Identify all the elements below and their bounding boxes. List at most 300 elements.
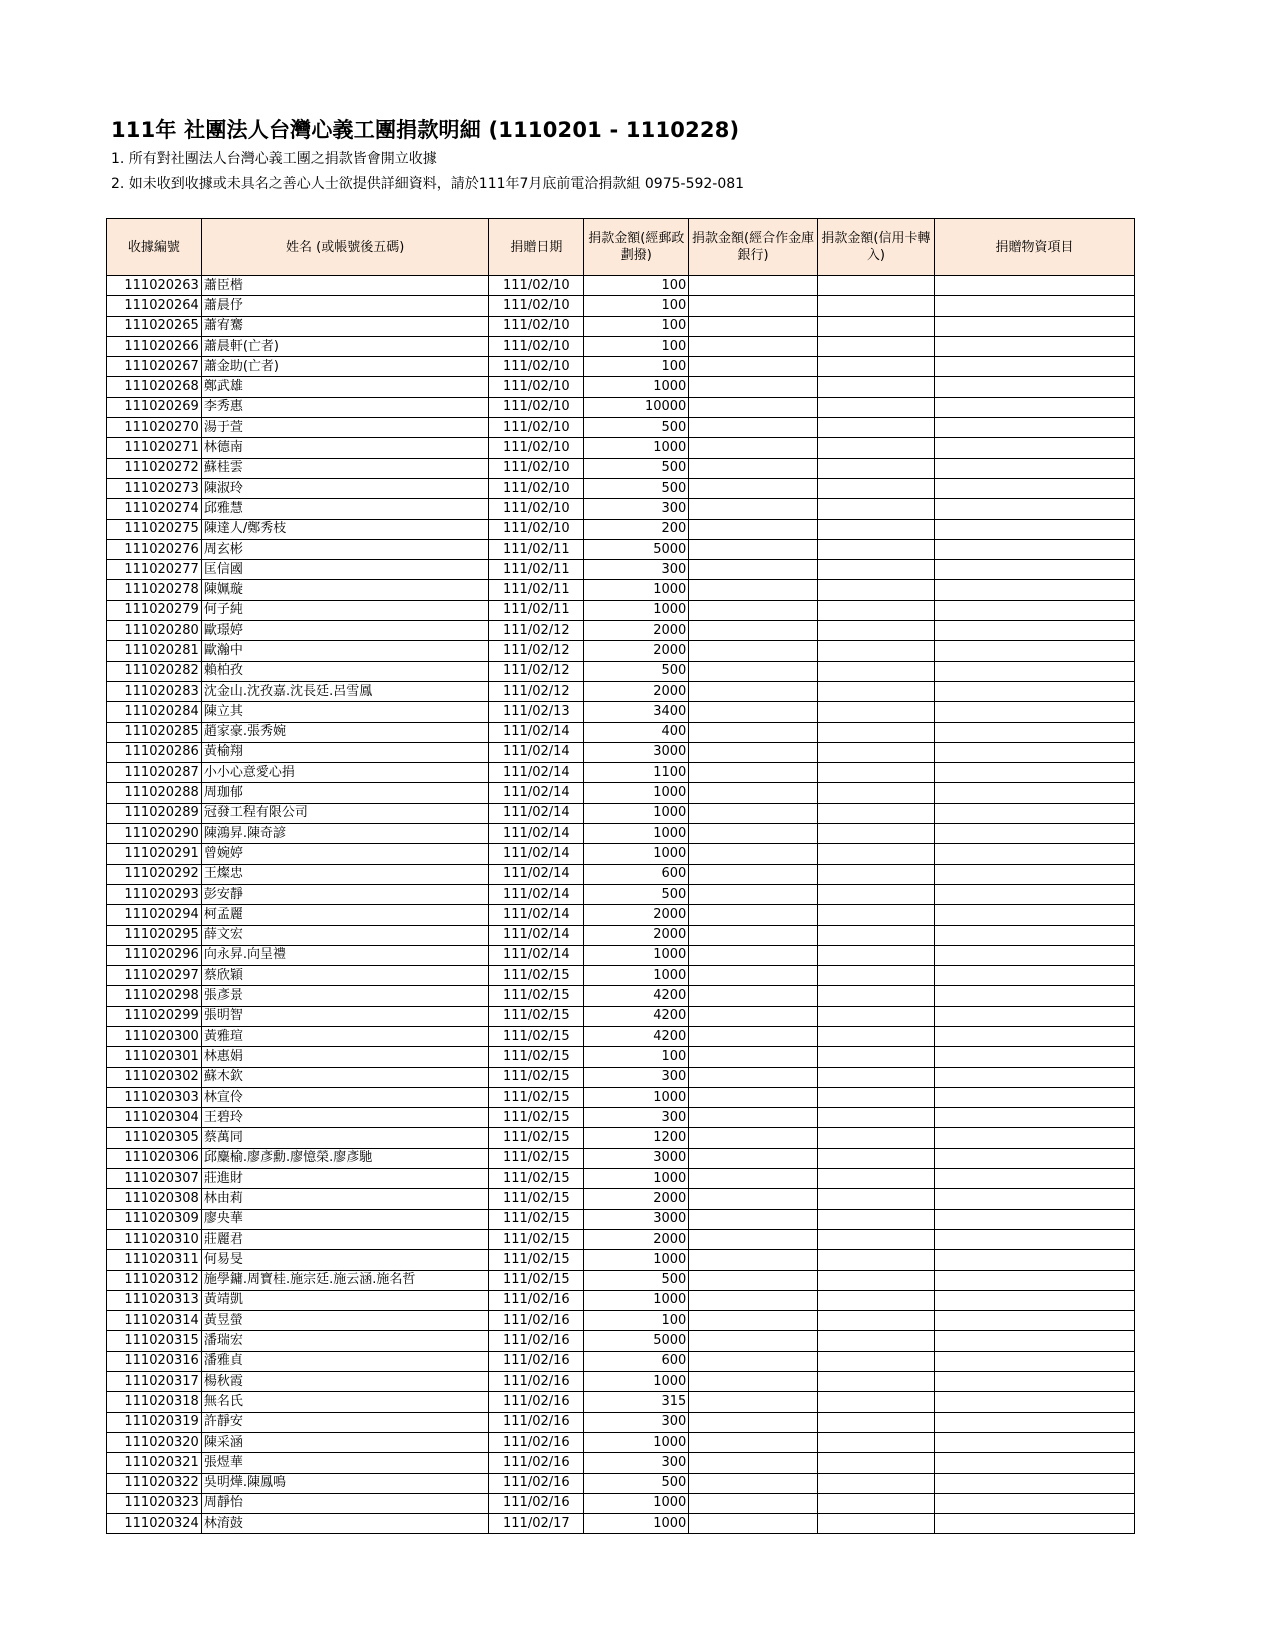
amount-credit-card-cell	[817, 478, 934, 498]
amount-postal-cell: 1000	[584, 1087, 689, 1107]
donor-name-cell: 向永昇.向呈禮	[201, 945, 489, 965]
amount-credit-card-cell	[817, 276, 934, 296]
amount-credit-card-cell	[817, 925, 934, 945]
receipt-number-cell: 111020282	[107, 661, 202, 681]
amount-postal-cell: 500	[584, 458, 689, 478]
donated-items-cell	[935, 905, 1135, 925]
amount-bank-cell	[689, 621, 818, 641]
donation-date-cell: 111/02/10	[489, 377, 584, 397]
table-header-row	[107, 219, 1135, 276]
receipt-number-cell: 111020311	[107, 1250, 202, 1270]
receipt-number-cell: 111020280	[107, 621, 202, 641]
receipt-number-cell: 111020276	[107, 539, 202, 559]
amount-bank-cell	[689, 336, 818, 356]
table-row	[107, 1148, 1135, 1168]
amount-postal-cell: 500	[584, 661, 689, 681]
donated-items-cell	[935, 824, 1135, 844]
table-row	[107, 1128, 1135, 1148]
amount-bank-cell	[689, 1270, 818, 1290]
donation-date-cell: 111/02/16	[489, 1453, 584, 1473]
donated-items-cell	[935, 1290, 1135, 1310]
table-row	[107, 1087, 1135, 1107]
amount-bank-cell	[689, 1514, 818, 1534]
amount-credit-card-cell	[817, 397, 934, 417]
receipt-number-cell: 111020321	[107, 1453, 202, 1473]
donation-date-cell: 111/02/15	[489, 1148, 584, 1168]
table-row	[107, 925, 1135, 945]
donation-date-cell: 111/02/15	[489, 1270, 584, 1290]
donation-date-cell: 111/02/14	[489, 864, 584, 884]
page-title: 111年 社團法人台灣心義工團捐款明細 (1110201 - 1110228)	[111, 118, 740, 142]
receipt-number-cell: 111020302	[107, 1067, 202, 1087]
donation-date-cell: 111/02/14	[489, 925, 584, 945]
table-row	[107, 1209, 1135, 1229]
donated-items-cell	[935, 844, 1135, 864]
amount-postal-cell: 3400	[584, 702, 689, 722]
table-row	[107, 783, 1135, 803]
amount-credit-card-cell	[817, 1270, 934, 1290]
donor-name-cell: 柯孟麗	[201, 905, 489, 925]
table-row	[107, 1290, 1135, 1310]
donated-items-cell	[935, 316, 1135, 336]
amount-postal-cell: 4200	[584, 986, 689, 1006]
donor-name-cell: 蘇桂雲	[201, 458, 489, 478]
receipt-number-cell: 111020278	[107, 580, 202, 600]
receipt-number-cell: 111020284	[107, 702, 202, 722]
amount-bank-cell	[689, 661, 818, 681]
donation-date-cell: 111/02/10	[489, 276, 584, 296]
amount-credit-card-cell	[817, 357, 934, 377]
amount-bank-cell	[689, 884, 818, 904]
donor-name-cell: 邱雅慧	[201, 499, 489, 519]
donor-name-cell: 薛文宏	[201, 925, 489, 945]
donation-date-cell: 111/02/16	[489, 1372, 584, 1392]
receipt-number-cell: 111020306	[107, 1148, 202, 1168]
donated-items-cell	[935, 1412, 1135, 1432]
receipt-number-cell: 111020294	[107, 905, 202, 925]
donor-name-cell: 張煜華	[201, 1453, 489, 1473]
header-donation-date: 捐贈日期	[489, 219, 584, 276]
donor-name-cell: 王燦忠	[201, 864, 489, 884]
table-row	[107, 844, 1135, 864]
donated-items-cell	[935, 1067, 1135, 1087]
receipt-number-cell: 111020277	[107, 560, 202, 580]
receipt-number-cell: 111020296	[107, 945, 202, 965]
amount-bank-cell	[689, 986, 818, 1006]
amount-bank-cell	[689, 763, 818, 783]
table-row	[107, 621, 1135, 641]
receipt-number-cell: 111020263	[107, 276, 202, 296]
donated-items-cell	[935, 864, 1135, 884]
donor-name-cell: 陳立其	[201, 702, 489, 722]
amount-bank-cell	[689, 1412, 818, 1432]
donor-name-cell: 陳采涵	[201, 1432, 489, 1452]
receipt-number-cell: 111020279	[107, 600, 202, 620]
donated-items-cell	[935, 1514, 1135, 1534]
table-row	[107, 905, 1135, 925]
table-row	[107, 681, 1135, 701]
amount-bank-cell	[689, 296, 818, 316]
table-row	[107, 742, 1135, 762]
amount-postal-cell: 2000	[584, 681, 689, 701]
amount-credit-card-cell	[817, 296, 934, 316]
amount-credit-card-cell	[817, 1250, 934, 1270]
amount-postal-cell: 300	[584, 1108, 689, 1128]
table-row	[107, 1250, 1135, 1270]
donated-items-cell	[935, 539, 1135, 559]
table-row	[107, 864, 1135, 884]
donated-items-cell	[935, 925, 1135, 945]
note-receipt: 1. 所有對社團法人台灣心義工團之捐款皆會開立收據	[111, 151, 437, 167]
table-row	[107, 499, 1135, 519]
donation-date-cell: 111/02/10	[489, 397, 584, 417]
amount-bank-cell	[689, 1026, 818, 1046]
amount-bank-cell	[689, 438, 818, 458]
amount-credit-card-cell	[817, 1067, 934, 1087]
receipt-number-cell: 111020264	[107, 296, 202, 316]
donor-name-cell: 蕭晨伃	[201, 296, 489, 316]
receipt-number-cell: 111020283	[107, 681, 202, 701]
donated-items-cell	[935, 986, 1135, 1006]
donation-date-cell: 111/02/14	[489, 945, 584, 965]
amount-postal-cell: 3000	[584, 742, 689, 762]
table-row	[107, 1006, 1135, 1026]
amount-postal-cell: 2000	[584, 1229, 689, 1249]
amount-bank-cell	[689, 1108, 818, 1128]
amount-credit-card-cell	[817, 1311, 934, 1331]
donor-name-cell: 林德南	[201, 438, 489, 458]
amount-credit-card-cell	[817, 641, 934, 661]
amount-bank-cell	[689, 1331, 818, 1351]
amount-credit-card-cell	[817, 1189, 934, 1209]
amount-bank-cell	[689, 945, 818, 965]
amount-postal-cell: 315	[584, 1392, 689, 1412]
donation-table	[106, 218, 1135, 1534]
table-row	[107, 722, 1135, 742]
table-row	[107, 296, 1135, 316]
table-row	[107, 986, 1135, 1006]
amount-credit-card-cell	[817, 1169, 934, 1189]
donated-items-cell	[935, 1128, 1135, 1148]
donation-date-cell: 111/02/14	[489, 803, 584, 823]
donation-date-cell: 111/02/11	[489, 560, 584, 580]
header-amount-credit-card: 捐款金額(信用卡轉入)	[817, 219, 934, 276]
amount-bank-cell	[689, 1392, 818, 1412]
amount-postal-cell: 2000	[584, 905, 689, 925]
donor-name-cell: 蕭金助(亡者)	[201, 357, 489, 377]
table-row	[107, 336, 1135, 356]
amount-bank-cell	[689, 1047, 818, 1067]
donor-name-cell: 陳淑玲	[201, 478, 489, 498]
donated-items-cell	[935, 600, 1135, 620]
amount-credit-card-cell	[817, 1514, 934, 1534]
amount-credit-card-cell	[817, 1493, 934, 1513]
donor-name-cell: 楊秋霞	[201, 1372, 489, 1392]
table-row	[107, 945, 1135, 965]
donor-name-cell: 廖央華	[201, 1209, 489, 1229]
donor-name-cell: 賴柏孜	[201, 661, 489, 681]
donation-date-cell: 111/02/11	[489, 600, 584, 620]
amount-bank-cell	[689, 1473, 818, 1493]
amount-credit-card-cell	[817, 945, 934, 965]
table-row	[107, 1453, 1135, 1473]
amount-postal-cell: 5000	[584, 539, 689, 559]
amount-credit-card-cell	[817, 905, 934, 925]
donated-items-cell	[935, 1372, 1135, 1392]
donation-date-cell: 111/02/15	[489, 1250, 584, 1270]
amount-bank-cell	[689, 397, 818, 417]
receipt-number-cell: 111020286	[107, 742, 202, 762]
receipt-number-cell: 111020316	[107, 1351, 202, 1371]
amount-bank-cell	[689, 1250, 818, 1270]
amount-credit-card-cell	[817, 1473, 934, 1493]
amount-postal-cell: 100	[584, 316, 689, 336]
amount-postal-cell: 200	[584, 519, 689, 539]
amount-postal-cell: 500	[584, 418, 689, 438]
donor-name-cell: 蔡欣穎	[201, 966, 489, 986]
amount-postal-cell: 4200	[584, 1026, 689, 1046]
amount-bank-cell	[689, 560, 818, 580]
donated-items-cell	[935, 702, 1135, 722]
donor-name-cell: 黃靖凱	[201, 1290, 489, 1310]
amount-postal-cell: 400	[584, 722, 689, 742]
receipt-number-cell: 111020313	[107, 1290, 202, 1310]
receipt-number-cell: 111020312	[107, 1270, 202, 1290]
amount-credit-card-cell	[817, 1412, 934, 1432]
table-row	[107, 1351, 1135, 1371]
donor-name-cell: 張彥景	[201, 986, 489, 1006]
donor-name-cell: 何子純	[201, 600, 489, 620]
amount-credit-card-cell	[817, 986, 934, 1006]
donated-items-cell	[935, 1209, 1135, 1229]
receipt-number-cell: 111020297	[107, 966, 202, 986]
donation-date-cell: 111/02/13	[489, 702, 584, 722]
donated-items-cell	[935, 1189, 1135, 1209]
amount-postal-cell: 10000	[584, 397, 689, 417]
donation-date-cell: 111/02/14	[489, 844, 584, 864]
amount-postal-cell: 100	[584, 336, 689, 356]
donor-name-cell: 周玄彬	[201, 539, 489, 559]
amount-bank-cell	[689, 539, 818, 559]
receipt-number-cell: 111020273	[107, 478, 202, 498]
receipt-number-cell: 111020288	[107, 783, 202, 803]
receipt-number-cell: 111020285	[107, 722, 202, 742]
donor-name-cell: 彭安靜	[201, 884, 489, 904]
amount-bank-cell	[689, 966, 818, 986]
table-row	[107, 316, 1135, 336]
amount-credit-card-cell	[817, 966, 934, 986]
table-row	[107, 1047, 1135, 1067]
donor-name-cell: 黃榆翔	[201, 742, 489, 762]
donor-name-cell: 蕭臣楷	[201, 276, 489, 296]
table-row	[107, 884, 1135, 904]
donation-date-cell: 111/02/16	[489, 1290, 584, 1310]
table-body	[107, 276, 1135, 1534]
amount-postal-cell: 3000	[584, 1209, 689, 1229]
donation-date-cell: 111/02/12	[489, 661, 584, 681]
donated-items-cell	[935, 580, 1135, 600]
donor-name-cell: 林惠娟	[201, 1047, 489, 1067]
amount-credit-card-cell	[817, 722, 934, 742]
donation-date-cell: 111/02/10	[489, 336, 584, 356]
receipt-number-cell: 111020319	[107, 1412, 202, 1432]
amount-credit-card-cell	[817, 661, 934, 681]
amount-bank-cell	[689, 1209, 818, 1229]
amount-postal-cell: 4200	[584, 1006, 689, 1026]
donation-date-cell: 111/02/15	[489, 966, 584, 986]
donor-name-cell: 趙家豪.張秀婉	[201, 722, 489, 742]
table-row	[107, 1169, 1135, 1189]
amount-postal-cell: 1000	[584, 844, 689, 864]
amount-postal-cell: 1000	[584, 1432, 689, 1452]
donated-items-cell	[935, 945, 1135, 965]
donated-items-cell	[935, 1432, 1135, 1452]
amount-bank-cell	[689, 824, 818, 844]
amount-bank-cell	[689, 519, 818, 539]
receipt-number-cell: 111020270	[107, 418, 202, 438]
amount-postal-cell: 1000	[584, 1290, 689, 1310]
donated-items-cell	[935, 661, 1135, 681]
receipt-number-cell: 111020291	[107, 844, 202, 864]
amount-postal-cell: 1000	[584, 783, 689, 803]
amount-bank-cell	[689, 458, 818, 478]
donated-items-cell	[935, 884, 1135, 904]
donation-date-cell: 111/02/10	[489, 519, 584, 539]
receipt-number-cell: 111020300	[107, 1026, 202, 1046]
amount-credit-card-cell	[817, 803, 934, 823]
amount-bank-cell	[689, 803, 818, 823]
receipt-number-cell: 111020323	[107, 1493, 202, 1513]
amount-credit-card-cell	[817, 1006, 934, 1026]
table-row	[107, 1189, 1135, 1209]
donation-date-cell: 111/02/17	[489, 1514, 584, 1534]
amount-credit-card-cell	[817, 316, 934, 336]
table-row	[107, 1493, 1135, 1513]
donation-date-cell: 111/02/15	[489, 1108, 584, 1128]
amount-postal-cell: 5000	[584, 1331, 689, 1351]
amount-postal-cell: 2000	[584, 621, 689, 641]
amount-bank-cell	[689, 864, 818, 884]
amount-credit-card-cell	[817, 1229, 934, 1249]
donated-items-cell	[935, 276, 1135, 296]
donor-name-cell: 莊進財	[201, 1169, 489, 1189]
amount-credit-card-cell	[817, 702, 934, 722]
table-row	[107, 377, 1135, 397]
receipt-number-cell: 111020308	[107, 1189, 202, 1209]
amount-postal-cell: 1000	[584, 1250, 689, 1270]
table-row	[107, 519, 1135, 539]
header-amount-postal: 捐款金額(經郵政劃撥)	[584, 219, 689, 276]
amount-credit-card-cell	[817, 742, 934, 762]
receipt-number-cell: 111020274	[107, 499, 202, 519]
table-row	[107, 1311, 1135, 1331]
amount-credit-card-cell	[817, 336, 934, 356]
amount-bank-cell	[689, 1169, 818, 1189]
donated-items-cell	[935, 1351, 1135, 1371]
amount-credit-card-cell	[817, 1148, 934, 1168]
amount-bank-cell	[689, 722, 818, 742]
amount-credit-card-cell	[817, 377, 934, 397]
amount-credit-card-cell	[817, 621, 934, 641]
amount-bank-cell	[689, 681, 818, 701]
donated-items-cell	[935, 418, 1135, 438]
amount-postal-cell: 2000	[584, 1189, 689, 1209]
donor-name-cell: 周珈郁	[201, 783, 489, 803]
table-row	[107, 1473, 1135, 1493]
donated-items-cell	[935, 681, 1135, 701]
receipt-number-cell: 111020289	[107, 803, 202, 823]
amount-postal-cell: 2000	[584, 925, 689, 945]
table-row	[107, 458, 1135, 478]
donation-date-cell: 111/02/14	[489, 824, 584, 844]
amount-bank-cell	[689, 1148, 818, 1168]
receipt-number-cell: 111020265	[107, 316, 202, 336]
header-donated-items: 捐贈物資項目	[935, 219, 1135, 276]
table-row	[107, 539, 1135, 559]
amount-bank-cell	[689, 844, 818, 864]
amount-bank-cell	[689, 925, 818, 945]
amount-credit-card-cell	[817, 1290, 934, 1310]
donor-name-cell: 林宣伶	[201, 1087, 489, 1107]
table-row	[107, 438, 1135, 458]
amount-bank-cell	[689, 418, 818, 438]
donated-items-cell	[935, 1270, 1135, 1290]
donor-name-cell: 鄭武雄	[201, 377, 489, 397]
donated-items-cell	[935, 621, 1135, 641]
amount-postal-cell: 100	[584, 357, 689, 377]
receipt-number-cell: 111020305	[107, 1128, 202, 1148]
donation-date-cell: 111/02/12	[489, 621, 584, 641]
receipt-number-cell: 111020290	[107, 824, 202, 844]
amount-credit-card-cell	[817, 418, 934, 438]
receipt-number-cell: 111020271	[107, 438, 202, 458]
donated-items-cell	[935, 1392, 1135, 1412]
amount-postal-cell: 300	[584, 1412, 689, 1432]
amount-credit-card-cell	[817, 1087, 934, 1107]
amount-postal-cell: 100	[584, 276, 689, 296]
donor-name-cell: 李秀惠	[201, 397, 489, 417]
amount-credit-card-cell	[817, 438, 934, 458]
table-row	[107, 357, 1135, 377]
amount-postal-cell: 300	[584, 560, 689, 580]
donor-name-cell: 匡信國	[201, 560, 489, 580]
donation-date-cell: 111/02/14	[489, 905, 584, 925]
donated-items-cell	[935, 499, 1135, 519]
donor-name-cell: 吳明燁.陳鳳鳴	[201, 1473, 489, 1493]
donation-date-cell: 111/02/15	[489, 1087, 584, 1107]
amount-postal-cell: 1000	[584, 377, 689, 397]
amount-credit-card-cell	[817, 560, 934, 580]
amount-postal-cell: 1000	[584, 945, 689, 965]
amount-postal-cell: 100	[584, 1311, 689, 1331]
donation-date-cell: 111/02/12	[489, 641, 584, 661]
table-row	[107, 1514, 1135, 1534]
receipt-number-cell: 111020314	[107, 1311, 202, 1331]
donation-date-cell: 111/02/10	[489, 478, 584, 498]
amount-credit-card-cell	[817, 519, 934, 539]
amount-bank-cell	[689, 1372, 818, 1392]
donated-items-cell	[935, 458, 1135, 478]
donated-items-cell	[935, 1331, 1135, 1351]
table-row	[107, 661, 1135, 681]
table-row	[107, 397, 1135, 417]
receipt-number-cell: 111020295	[107, 925, 202, 945]
donation-date-cell: 111/02/16	[489, 1311, 584, 1331]
donor-name-cell: 蔡萬同	[201, 1128, 489, 1148]
table-row	[107, 641, 1135, 661]
amount-credit-card-cell	[817, 1453, 934, 1473]
receipt-number-cell: 111020281	[107, 641, 202, 661]
